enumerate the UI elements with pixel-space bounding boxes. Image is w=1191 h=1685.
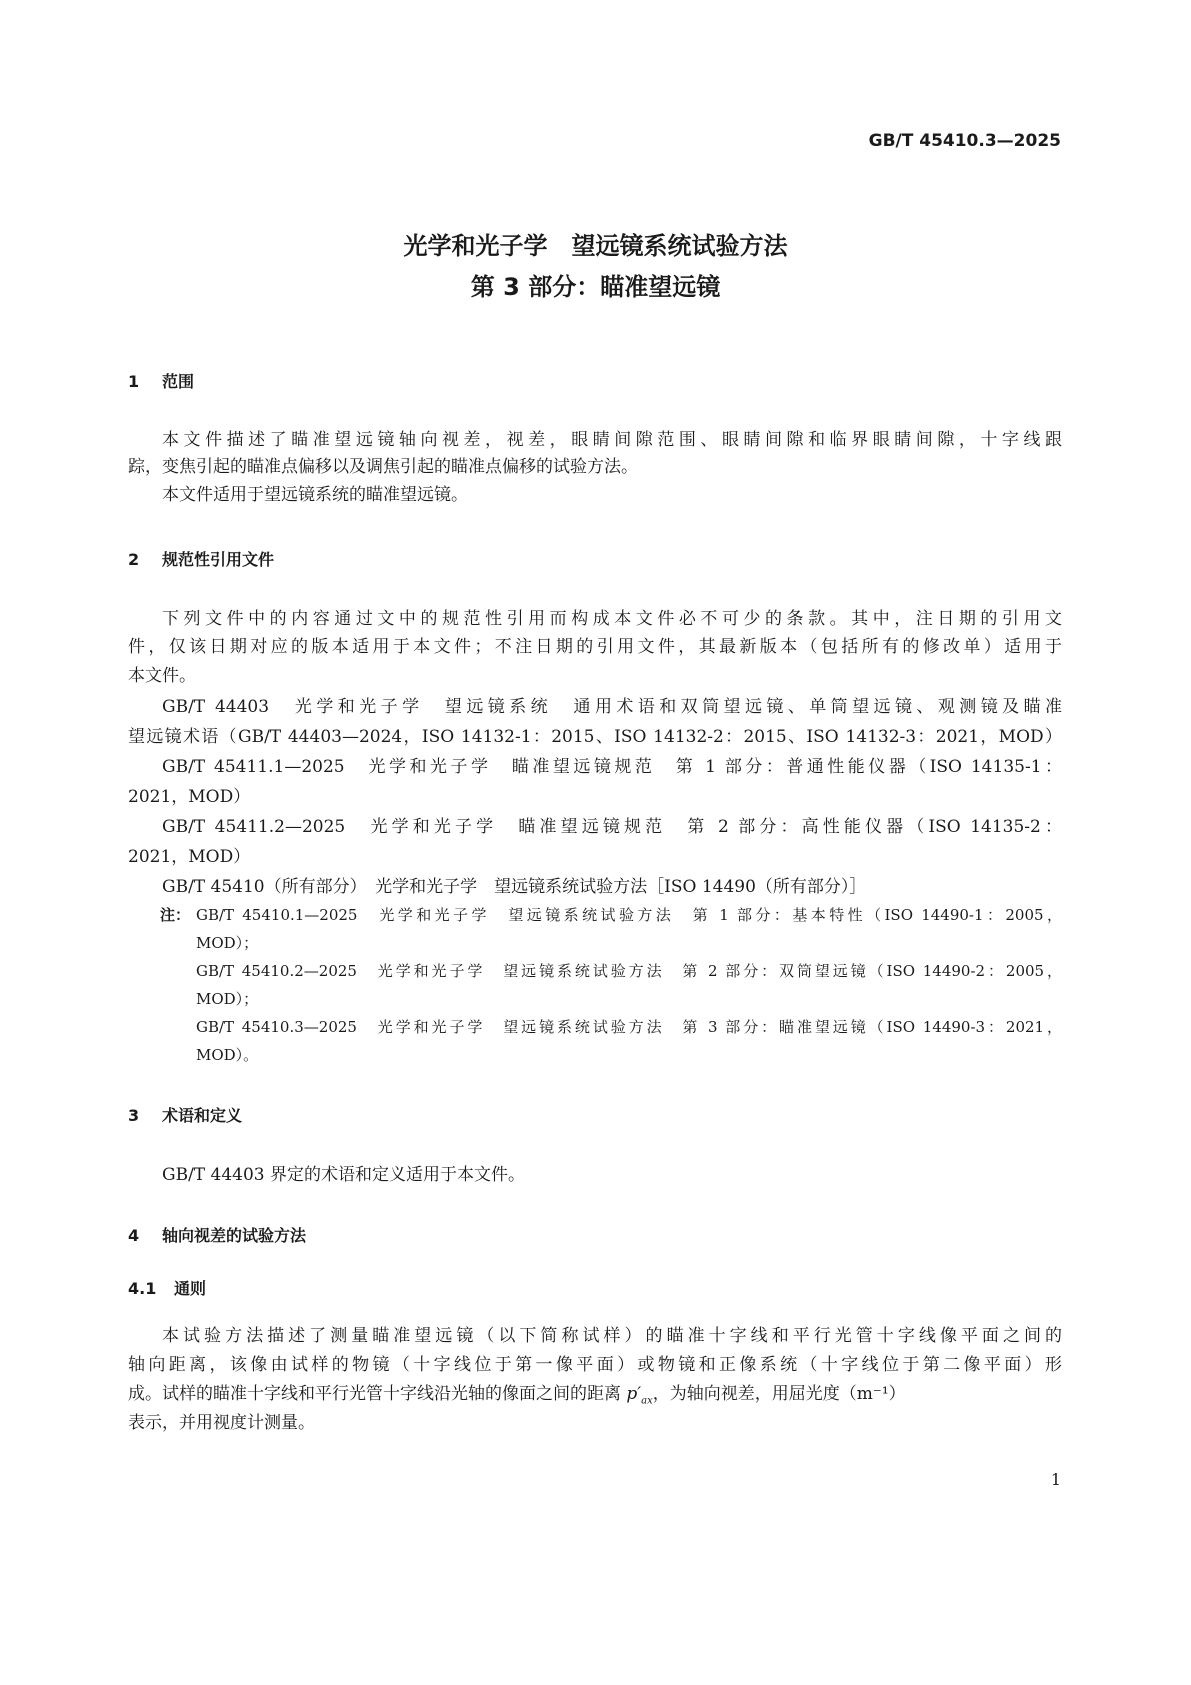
paragraph-line: 轴向距离，该像由试样的物镜（十字线位于第一像平面）或物镜和正像系统（十字线位于第二像平面）形 xyxy=(128,1355,1062,1375)
section-number: 4 xyxy=(128,1226,140,1245)
paragraph-line: 表示，并用视度计测量。 xyxy=(128,1413,315,1433)
section-title: 规范性引用文件 xyxy=(162,550,275,569)
note-item: GB/T 45410.2—2025 光学和光子学 望远镜系统试验方法 第 2 部分：双筒望远镜（ISO 14490-2：2005， xyxy=(196,962,1062,980)
note-item: GB/T 45410.3—2025 光学和光子学 望远镜系统试验方法 第 3 部分：瞄准望远镜（ISO 14490-3：2021， xyxy=(196,1018,1062,1036)
section-number: 3 xyxy=(128,1106,140,1125)
section-title: 轴向视差的试验方法 xyxy=(162,1226,307,1245)
text: ，为轴向视差，用屈光度（m⁻¹） xyxy=(652,1384,906,1404)
section-number: 1 xyxy=(128,372,140,391)
paragraph-line: 件，仅该日期对应的版本适用于本文件；不注日期的引用文件，其最新版本（包括所有的修改单）适用于 xyxy=(128,637,1062,657)
subsection-heading-4-1 xyxy=(128,1277,1062,1301)
note-item: GB/T 45410.1—2025 光学和光子学 望远镜系统试验方法 第 1 部分：基本特性（ISO 14490-1：2005， xyxy=(196,906,1062,924)
reference-item-cont: 2021，MOD） xyxy=(128,847,251,867)
text: 成。试样的瞄准十字线和平行光管十字线沿光轴的像面之间的距离 xyxy=(128,1384,627,1404)
document-title: 光学和光子学 望远镜系统试验方法 xyxy=(403,232,788,260)
note-item-cont: MOD）； xyxy=(196,990,259,1008)
symbol-axial-parallax xyxy=(626,1384,653,1407)
note-item-cont: MOD）； xyxy=(196,934,259,952)
page-number: 1 xyxy=(1050,1470,1061,1489)
symbol: p′ xyxy=(626,1384,642,1404)
note-label: 注： xyxy=(160,906,191,924)
paragraph-line: 本文件适用于望远镜系统的瞄准望远镜。 xyxy=(162,485,468,505)
section-heading-1 xyxy=(128,370,1062,394)
document-number: GB/T 45410.3—2025 xyxy=(868,131,1061,151)
paragraph-line: 本文件描述了瞄准望远镜轴向视差，视差，眼睛间隙范围、眼睛间隙和临界眼睛间隙，十字线跟 xyxy=(162,430,1062,450)
section-number: 4.1 xyxy=(128,1279,157,1298)
paragraph-line: 本试验方法描述了测量瞄准望远镜（以下简称试样）的瞄准十字线和平行光管十字线像平面之间的 xyxy=(162,1326,1062,1346)
reference-item-cont: 望远镜术语（GB/T 44403—2024，ISO 14132-1：2015、ISO 14132-2：2015、ISO 14132-3：2021，MOD） xyxy=(128,727,1062,747)
note-item-cont: MOD）。 xyxy=(196,1046,259,1064)
document-subtitle: 第 3 部分：瞄准望远镜 xyxy=(470,273,721,301)
paragraph-line: 踪，变焦引起的瞄准点偏移以及调焦引起的瞄准点偏移的试验方法。 xyxy=(128,457,638,477)
section-number: 2 xyxy=(128,550,140,569)
reference-item-cont: 2021，MOD） xyxy=(128,787,251,807)
section-heading-4 xyxy=(128,1224,1062,1248)
reference-item: GB/T 45410（所有部分） 光学和光子学 望远镜系统试验方法［ISO 14490（所有部分）］ xyxy=(162,877,867,897)
reference-item: GB/T 45411.1—2025 光学和光子学 瞄准望远镜规范 第 1 部分：普通性能仪器（ISO 14135-1： xyxy=(162,757,1062,777)
section-heading-3 xyxy=(128,1104,1062,1128)
reference-item: GB/T 44403 光学和光子学 望远镜系统 通用术语和双筒望远镜、单筒望远镜、观测镜及瞄准 xyxy=(162,697,1062,717)
section-heading-2 xyxy=(128,548,1062,572)
reference-item: GB/T 45411.2—2025 光学和光子学 瞄准望远镜规范 第 2 部分：高性能仪器（ISO 14135-2： xyxy=(162,817,1062,837)
section-title: 术语和定义 xyxy=(162,1106,243,1125)
paragraph-line xyxy=(128,1382,1062,1413)
paragraph-line: 下列文件中的内容通过文中的规范性引用而构成本文件必不可少的条款。其中，注日期的引用文 xyxy=(162,609,1062,629)
symbol-subscript: ax xyxy=(641,1395,653,1407)
paragraph-line: GB/T 44403 界定的术语和定义适用于本文件。 xyxy=(162,1165,526,1185)
section-title: 范围 xyxy=(162,372,195,391)
section-title: 通则 xyxy=(174,1279,207,1298)
paragraph-line: 本文件。 xyxy=(128,666,196,686)
